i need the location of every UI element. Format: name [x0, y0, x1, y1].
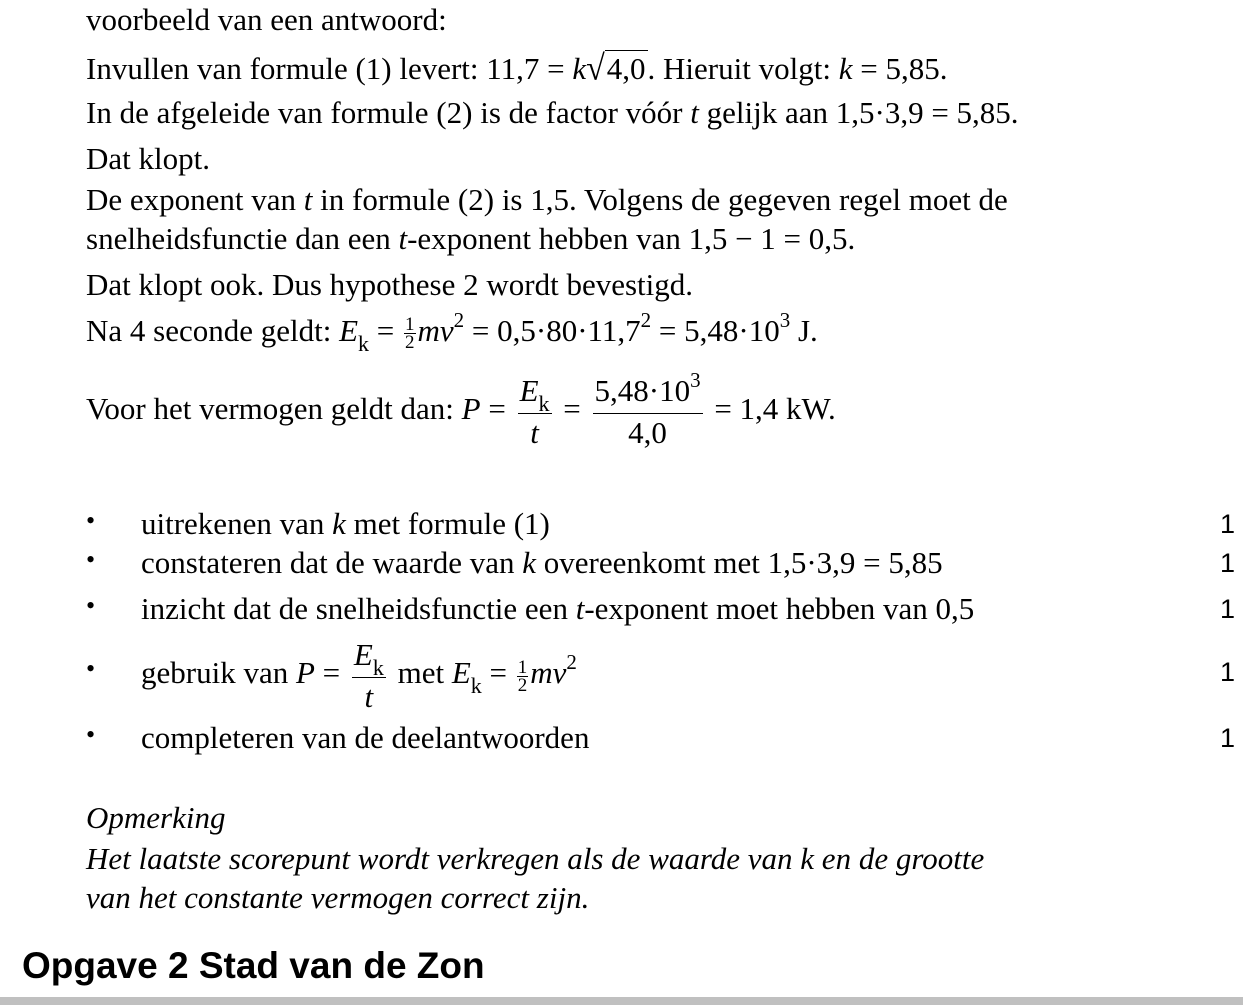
var-k: k	[838, 51, 853, 86]
var-mv: mv	[417, 313, 454, 348]
text: gelijk aan 1,5·3,9 = 5,85.	[698, 95, 1019, 130]
numerator	[352, 636, 386, 678]
text: met	[389, 655, 452, 691]
superscript: 2	[453, 308, 465, 332]
answer-line-velocity-function	[86, 221, 855, 257]
fraction-E-over-t	[352, 636, 386, 716]
text: In de afgeleide van formule (2) is de factor vóór	[86, 95, 691, 130]
subscript-k: k	[358, 331, 370, 356]
answer-line-derivative	[86, 95, 1019, 131]
bullet: •	[86, 591, 96, 620]
remark-line-2: van het constante vermogen correct zijn.	[86, 880, 590, 915]
scoring-item	[141, 506, 550, 542]
text: = 1,4 kW.	[706, 391, 836, 427]
remark-line-1: Het laatste scorepunt wordt verkregen als de waarde van k en de grootte	[86, 841, 985, 876]
denominator: 2	[405, 332, 415, 354]
equals: =	[369, 313, 403, 348]
score-points: 1	[1220, 657, 1236, 687]
score-points: 1	[1220, 548, 1236, 578]
var-t: t	[690, 95, 699, 130]
text: = 0,5·80·11,7	[464, 313, 641, 348]
bottom-divider	[0, 997, 1243, 1005]
score-points: 1	[1220, 594, 1236, 624]
answer-line-confirmed: Dat klopt ook. Dus hypothese 2 wordt bevestigd.	[86, 267, 694, 302]
numerator: 1	[405, 314, 415, 336]
bullet: •	[86, 720, 96, 749]
scoring-item	[141, 545, 943, 581]
answer-line-check: Dat klopt.	[86, 141, 210, 176]
var-P: P	[461, 391, 481, 427]
radicand: 4,0	[606, 51, 646, 86]
denominator: 2	[517, 674, 528, 696]
superscript: 2	[566, 650, 577, 675]
var-P: P	[295, 655, 315, 691]
fraction-half	[404, 314, 416, 354]
equals: =	[480, 391, 514, 427]
text: -exponent moet hebben van 0,5	[584, 591, 975, 626]
superscript: 2	[640, 308, 652, 332]
var-k: k	[522, 545, 537, 580]
square-root	[586, 50, 647, 87]
remark-title: Opmerking	[86, 800, 226, 835]
bullet: •	[86, 654, 96, 683]
answer-line-formula-1	[86, 50, 947, 87]
text: met formule (1)	[345, 506, 550, 541]
subscript-k: k	[470, 673, 482, 699]
denominator: 4,0	[628, 415, 667, 450]
var-t: t	[398, 221, 408, 256]
superscript: 3	[690, 368, 701, 392]
var-E: E	[451, 655, 471, 691]
var-E: E	[519, 373, 539, 408]
var-t: t	[575, 591, 585, 626]
var-E: E	[353, 637, 373, 672]
text: Invullen van formule (1) levert: 11,7 =	[86, 51, 573, 86]
answer-line-kinetic-energy	[86, 308, 818, 356]
numerator: 1	[517, 656, 528, 678]
subscript-k: k	[538, 391, 550, 416]
var-t: t	[303, 182, 313, 217]
text: uitrekenen van	[141, 506, 333, 541]
var-k: k	[332, 506, 346, 541]
text: Na 4 seconde geldt:	[86, 313, 340, 348]
text: De exponent van	[86, 182, 304, 217]
text: gebruik van	[141, 655, 296, 691]
text: in formule (2) is 1,5. Volgens de gegeven regel moet de	[312, 182, 1008, 217]
fraction-value	[593, 368, 703, 452]
text: -exponent hebben van 1,5 − 1 = 0,5.	[407, 221, 856, 256]
denominator: t	[364, 679, 374, 714]
var-E: E	[339, 313, 359, 348]
section-heading: Opgave 2 Stad van de Zon	[22, 945, 485, 986]
answer-line-power	[86, 368, 836, 452]
numerator	[593, 368, 703, 414]
scoring-item: completeren van de deelantwoorden	[141, 720, 590, 755]
scoring-item	[141, 591, 974, 627]
fraction-half	[517, 656, 529, 696]
text: = 5,85.	[852, 51, 948, 86]
answer-intro: voorbeeld van een antwoord:	[86, 2, 447, 37]
score-points: 1	[1220, 723, 1236, 753]
text: Voor het vermogen geldt dan:	[86, 391, 462, 427]
bullet: •	[86, 506, 96, 535]
denominator: t	[530, 415, 539, 450]
fraction-E-over-t	[518, 372, 552, 452]
numerator	[518, 372, 552, 414]
text: overeenkomt met 1,5·3,9 = 5,85	[536, 545, 943, 580]
text: = 5,48·10	[651, 313, 780, 348]
equals: =	[555, 391, 589, 427]
scoring-item	[141, 636, 577, 716]
radical-sign: √	[586, 49, 605, 88]
var-k: k	[572, 51, 587, 86]
score-points: 1	[1220, 509, 1236, 539]
text: constateren dat de waarde van	[141, 545, 523, 580]
answer-line-exponent	[86, 182, 1008, 218]
text: inzicht dat de snelheidsfunctie een	[141, 591, 576, 626]
text: . Hieruit volgt:	[647, 51, 839, 86]
text: J.	[790, 313, 818, 348]
subscript-k: k	[372, 655, 384, 680]
equals: =	[481, 655, 515, 691]
var-mv: mv	[530, 655, 567, 691]
text: 5,48·10	[594, 373, 691, 408]
text: snelheidsfunctie dan een	[86, 221, 399, 256]
equals: =	[314, 655, 348, 691]
superscript: 3	[779, 308, 791, 332]
bullet: •	[86, 545, 96, 574]
